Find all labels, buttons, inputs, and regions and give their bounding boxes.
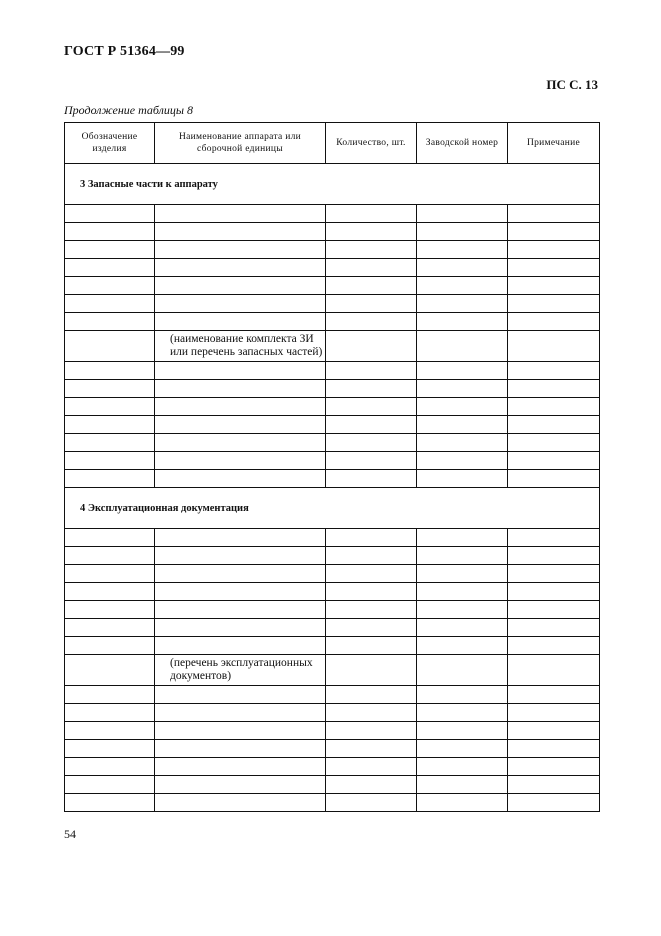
table-cell xyxy=(508,529,600,547)
table-cell xyxy=(508,704,600,722)
table-cell xyxy=(326,722,417,740)
table-cell xyxy=(326,686,417,704)
table-cell xyxy=(417,398,508,416)
column-header-serial-number: Заводской номер xyxy=(417,123,508,164)
table-cell xyxy=(65,380,155,398)
table-cell xyxy=(65,740,155,758)
table-cell xyxy=(155,380,326,398)
note-line: документов) xyxy=(170,670,232,682)
table-row xyxy=(65,704,600,722)
table-cell xyxy=(155,547,326,565)
table-cell xyxy=(508,637,600,655)
table-row xyxy=(65,416,600,434)
table-cell xyxy=(65,416,155,434)
table-cell xyxy=(417,619,508,637)
page-label: ПС С. 13 xyxy=(546,77,598,92)
table-cell xyxy=(65,722,155,740)
table-row xyxy=(65,277,600,295)
table-row xyxy=(65,470,600,488)
note-row xyxy=(65,655,600,686)
table-cell xyxy=(417,565,508,583)
table-cell xyxy=(65,362,155,380)
table-cell xyxy=(417,547,508,565)
table-cell xyxy=(417,758,508,776)
table-cell xyxy=(65,529,155,547)
table-cell xyxy=(508,313,600,331)
table-row xyxy=(65,583,600,601)
table-cell xyxy=(326,655,417,686)
table-cell xyxy=(155,434,326,452)
table-cell xyxy=(417,380,508,398)
parts-table xyxy=(64,122,600,812)
table-cell xyxy=(417,686,508,704)
table-cell xyxy=(508,794,600,812)
section-title: 3 Запасные части к аппарату xyxy=(65,164,600,205)
table-row xyxy=(65,758,600,776)
table-cell xyxy=(508,776,600,794)
table-row xyxy=(65,313,600,331)
table-cell xyxy=(65,398,155,416)
table-cell xyxy=(508,655,600,686)
table-cell xyxy=(65,794,155,812)
table-cell xyxy=(417,259,508,277)
table-cell xyxy=(508,259,600,277)
table-cell xyxy=(508,619,600,637)
table-cell xyxy=(508,601,600,619)
table-cell xyxy=(417,655,508,686)
table-cell xyxy=(65,277,155,295)
table-cell xyxy=(155,601,326,619)
table-cell xyxy=(155,794,326,812)
table-cell xyxy=(326,794,417,812)
table-cell xyxy=(65,205,155,223)
table-cell xyxy=(326,331,417,362)
table-cell xyxy=(417,331,508,362)
table-row xyxy=(65,637,600,655)
table-cell xyxy=(326,452,417,470)
note-line: (наименование комплекта ЗИ xyxy=(170,333,314,345)
note-line: (перечень эксплуатационных xyxy=(170,657,313,669)
table-row xyxy=(65,686,600,704)
table-cell xyxy=(155,313,326,331)
table-cell xyxy=(417,416,508,434)
table-cell xyxy=(326,223,417,241)
table-cell xyxy=(65,547,155,565)
table-cell xyxy=(326,380,417,398)
table-cell xyxy=(508,686,600,704)
table-cell xyxy=(326,583,417,601)
table-cell xyxy=(155,223,326,241)
table-cell xyxy=(508,295,600,313)
table-row xyxy=(65,601,600,619)
table-cell xyxy=(326,758,417,776)
table-cell xyxy=(155,758,326,776)
table-cell xyxy=(417,295,508,313)
table-row xyxy=(65,722,600,740)
table-cell xyxy=(508,398,600,416)
table-cell xyxy=(65,583,155,601)
table-cell xyxy=(155,205,326,223)
note-cell xyxy=(155,655,326,686)
table-row xyxy=(65,259,600,277)
document-code: ГОСТ Р 51364—99 xyxy=(64,44,185,59)
table-row xyxy=(65,529,600,547)
table-row xyxy=(65,452,600,470)
table-cell xyxy=(417,313,508,331)
table-cell xyxy=(155,295,326,313)
table-row xyxy=(65,794,600,812)
table-cell xyxy=(508,434,600,452)
table-cell xyxy=(508,205,600,223)
table-cell xyxy=(326,205,417,223)
table-cell xyxy=(65,241,155,259)
table-cell xyxy=(326,259,417,277)
table-cell xyxy=(417,205,508,223)
table-cell xyxy=(508,565,600,583)
table-cell xyxy=(155,452,326,470)
table-cell xyxy=(155,583,326,601)
table-cell xyxy=(65,704,155,722)
table-cell xyxy=(65,619,155,637)
table-cell xyxy=(417,583,508,601)
note-line: или перечень запасных частей) xyxy=(170,346,323,358)
table-cell xyxy=(417,277,508,295)
table-cell xyxy=(65,601,155,619)
section-title: 4 Эксплуатационная документация xyxy=(65,488,600,529)
table-cell xyxy=(65,776,155,794)
table-cell xyxy=(508,380,600,398)
table-cell xyxy=(65,313,155,331)
table-cell xyxy=(65,434,155,452)
table-row xyxy=(65,223,600,241)
table-body xyxy=(65,164,600,812)
section-header-row xyxy=(65,488,600,529)
table-cell xyxy=(65,470,155,488)
table-cell xyxy=(326,470,417,488)
table-cell xyxy=(508,583,600,601)
table-row xyxy=(65,241,600,259)
table-cell xyxy=(326,619,417,637)
table-cell xyxy=(326,740,417,758)
column-header-name: Наименование аппарата или сборочной единицы xyxy=(155,123,326,164)
page-number: 54 xyxy=(64,827,76,841)
table-cell xyxy=(326,776,417,794)
table-cell xyxy=(155,398,326,416)
table-cell xyxy=(508,223,600,241)
note-cell xyxy=(155,331,326,362)
table-cell xyxy=(155,776,326,794)
table-cell xyxy=(326,637,417,655)
table-cell xyxy=(155,362,326,380)
table-cell xyxy=(417,223,508,241)
column-header-quantity: Количество, шт. xyxy=(326,123,417,164)
table-cell xyxy=(65,655,155,686)
table-cell xyxy=(417,434,508,452)
table-cell xyxy=(508,331,600,362)
table-cell xyxy=(417,722,508,740)
table-cell xyxy=(508,362,600,380)
table-cell xyxy=(155,704,326,722)
table-cell xyxy=(155,416,326,434)
table-cell xyxy=(417,740,508,758)
table-cell xyxy=(508,547,600,565)
table-row xyxy=(65,434,600,452)
table-cell xyxy=(65,259,155,277)
table-cell xyxy=(508,758,600,776)
table-cell xyxy=(326,313,417,331)
table-row xyxy=(65,547,600,565)
table-row xyxy=(65,565,600,583)
table-cell xyxy=(326,362,417,380)
table-cell xyxy=(326,704,417,722)
table-row xyxy=(65,362,600,380)
table-cell xyxy=(508,722,600,740)
table-cell xyxy=(417,794,508,812)
table-cell xyxy=(155,241,326,259)
table-cell xyxy=(65,295,155,313)
table-continuation-caption: Продолжение таблицы 8 xyxy=(64,103,194,117)
table-cell xyxy=(326,416,417,434)
table-cell xyxy=(65,452,155,470)
table-cell xyxy=(65,223,155,241)
table-cell xyxy=(326,241,417,259)
note-row xyxy=(65,331,600,362)
table-cell xyxy=(326,601,417,619)
table-cell xyxy=(417,776,508,794)
table-cell xyxy=(65,686,155,704)
table-cell xyxy=(155,529,326,547)
table-cell xyxy=(65,758,155,776)
table-cell xyxy=(417,470,508,488)
table-cell xyxy=(65,331,155,362)
table-row xyxy=(65,295,600,313)
table-cell xyxy=(326,398,417,416)
table-cell xyxy=(155,565,326,583)
table-cell xyxy=(508,452,600,470)
table-cell xyxy=(417,601,508,619)
table-cell xyxy=(326,529,417,547)
table-row xyxy=(65,740,600,758)
table-row xyxy=(65,398,600,416)
table-cell xyxy=(65,565,155,583)
table-cell xyxy=(326,565,417,583)
table-cell xyxy=(508,241,600,259)
table-cell xyxy=(417,362,508,380)
table-cell xyxy=(155,470,326,488)
column-header-remark: Примечание xyxy=(508,123,600,164)
table-cell xyxy=(417,452,508,470)
table-row xyxy=(65,776,600,794)
table-cell xyxy=(326,295,417,313)
table-cell xyxy=(155,686,326,704)
table-header-row xyxy=(65,123,600,164)
table-row xyxy=(65,205,600,223)
table-cell xyxy=(155,637,326,655)
table-cell xyxy=(508,416,600,434)
table-cell xyxy=(326,277,417,295)
table-cell xyxy=(155,740,326,758)
table-cell xyxy=(65,637,155,655)
table-cell xyxy=(155,722,326,740)
table-cell xyxy=(417,704,508,722)
table-cell xyxy=(155,619,326,637)
table-cell xyxy=(326,547,417,565)
table-cell xyxy=(508,740,600,758)
table-cell xyxy=(417,637,508,655)
table-cell xyxy=(508,470,600,488)
table-row xyxy=(65,380,600,398)
table-cell xyxy=(155,259,326,277)
table-cell xyxy=(326,434,417,452)
column-header-designation: Обозначение изделия xyxy=(65,123,155,164)
table-cell xyxy=(417,241,508,259)
table-cell xyxy=(155,277,326,295)
table-cell xyxy=(508,277,600,295)
table-cell xyxy=(417,529,508,547)
section-header-row xyxy=(65,164,600,205)
table-row xyxy=(65,619,600,637)
